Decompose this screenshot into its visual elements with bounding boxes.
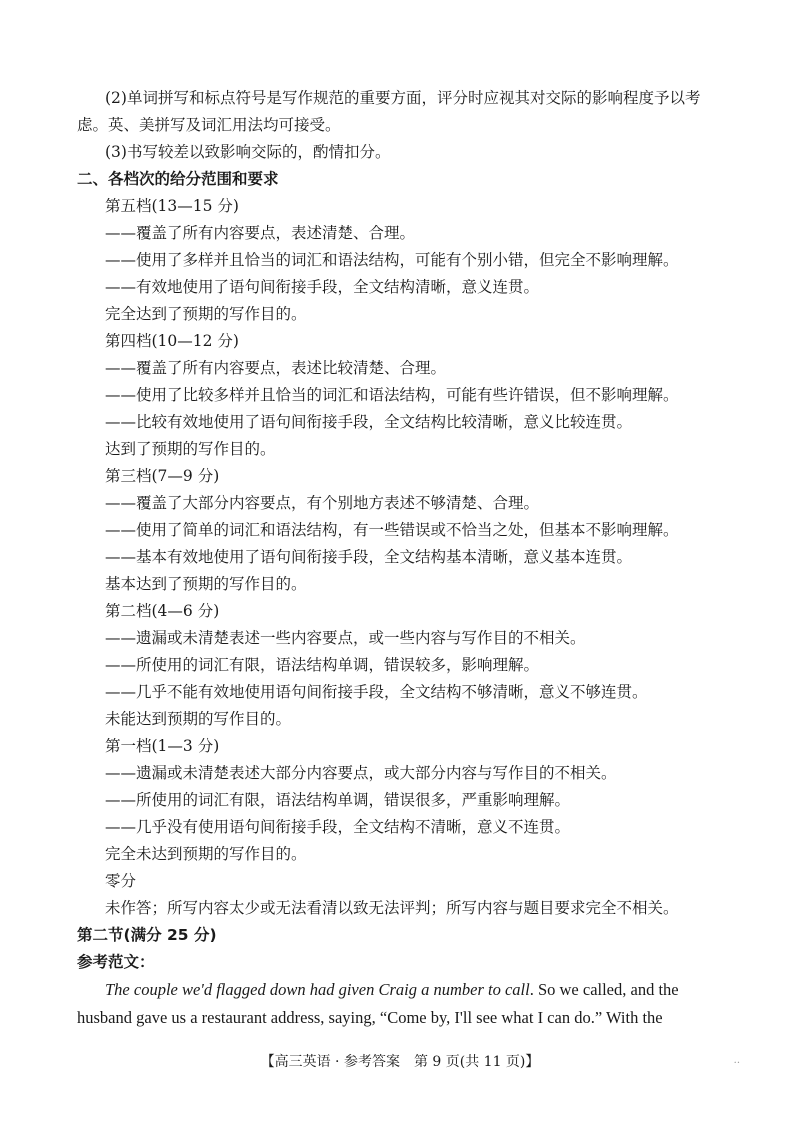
grade-criterion: ——所使用的词汇有限，语法结构单调，错误很多，严重影响理解。 (105, 791, 571, 809)
section-heading-part-two: 第二节(满分 25 分) (77, 926, 217, 944)
section-heading-grade-ranges: 二、各档次的给分范围和要求 (77, 170, 279, 188)
grade-criterion: ——有效地使用了语句间衔接手段，全文结构清晰，意义连贯。 (105, 278, 540, 296)
grade-summary: 达到了预期的写作目的。 (105, 440, 276, 458)
grade-criterion: ——覆盖了所有内容要点，表述清楚、合理。 (105, 224, 416, 242)
grade-criterion: ——遗漏或未清楚表述一些内容要点，或一些内容与写作目的不相关。 (105, 629, 586, 647)
grade-criterion: ——所使用的词汇有限，语法结构单调，错误较多，影响理解。 (105, 656, 540, 674)
grade-summary: 基本达到了预期的写作目的。 (105, 575, 307, 593)
grade-title-zero: 零分 (105, 872, 137, 890)
grade-zero-description: 未作答；所写内容太少或无法看清以致无法评判；所写内容与题目要求完全不相关。 (105, 899, 679, 917)
grade-criterion: ——比较有效地使用了语句间衔接手段，全文结构比较清晰，意义比较连贯。 (105, 413, 633, 431)
grade-criterion: ——覆盖了所有内容要点，表述比较清楚、合理。 (105, 359, 447, 377)
sample-essay-line-2: husband gave us a restaurant address, saying, “Come by, I'll see what I can do.” With the (77, 1008, 663, 1027)
sample-essay-given-opening: The couple we'd flagged down had given Craig a number to call (105, 980, 530, 999)
grade-summary: 完全未达到预期的写作目的。 (105, 845, 307, 863)
sample-essay-line-1-rest: . So we called, and the (529, 980, 679, 999)
grade-title: 第三档(7—9 分) (105, 467, 220, 485)
grade-criterion: ——几乎不能有效地使用语句间衔接手段，全文结构不够清晰，意义不够连贯。 (105, 683, 648, 701)
page-footer: 【高三英语 · 参考答案 第 9 页(共 11 页)】 (260, 1054, 540, 1070)
grade-title: 第一档(1—3 分) (105, 737, 220, 755)
grade-title: 第二档(4—6 分) (105, 602, 220, 620)
grade-title: 第四档(10—12 分) (105, 332, 239, 350)
scoring-note-2-line-2: 虑。英、美拼写及词汇用法均可接受。 (77, 116, 341, 134)
grade-criterion: ——遗漏或未清楚表述大部分内容要点，或大部分内容与写作目的不相关。 (105, 764, 617, 782)
grade-criterion: ——使用了比较多样并且恰当的词汇和语法结构，可能有些许错误，但不影响理解。 (105, 386, 679, 404)
grade-criterion: ——使用了简单的词汇和语法结构，有一些错误或不恰当之处，但基本不影响理解。 (105, 521, 679, 539)
scoring-note-2-line-1: (2)单词拼写和标点符号是写作规范的重要方面，评分时应视其对交际的影响程度予以考 (105, 89, 701, 107)
grade-criterion: ——覆盖了大部分内容要点，有个别地方表述不够清楚、合理。 (105, 494, 540, 512)
grade-title: 第五档(13—15 分) (105, 197, 239, 215)
grade-summary: 未能达到预期的写作目的。 (105, 710, 292, 728)
sample-essay-heading: 参考范文： (77, 953, 155, 971)
grade-criterion: ——使用了多样并且恰当的词汇和语法结构，可能有个别小错，但完全不影响理解。 (105, 251, 679, 269)
scoring-note-3: (3)书写较差以致影响交际的，酌情扣分。 (105, 143, 391, 161)
grade-summary: 完全达到了预期的写作目的。 (105, 305, 307, 323)
grade-criterion: ——几乎没有使用语句间衔接手段，全文结构不清晰，意义不连贯。 (105, 818, 571, 836)
grade-criterion: ——基本有效地使用了语句间衔接手段，全文结构基本清晰，意义基本连贯。 (105, 548, 633, 566)
scan-mark: ·· (733, 1058, 740, 1069)
sample-essay-line-1 (105, 980, 679, 1000)
